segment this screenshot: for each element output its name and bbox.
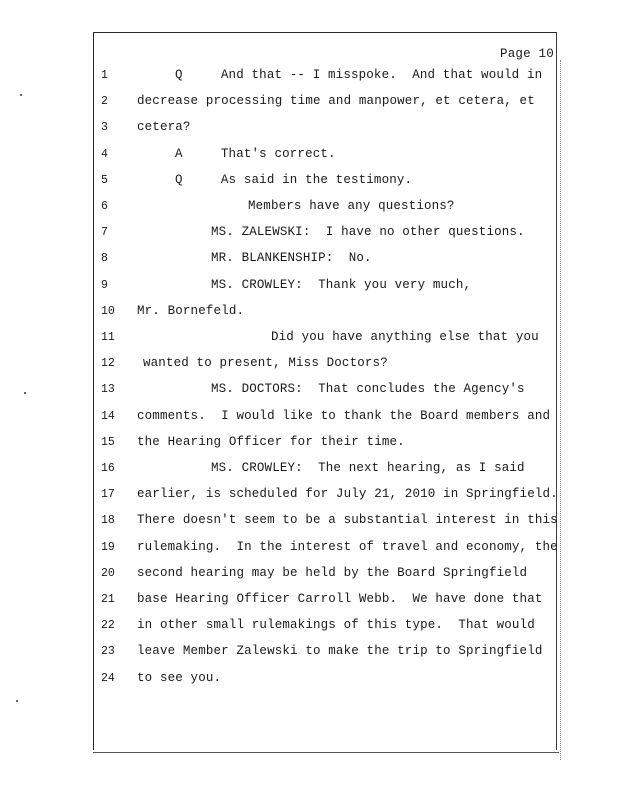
transcript-line: decrease processing time and manpower, et cetera, et [137,94,535,109]
transcript-line: Did you have anything else that you [271,330,539,344]
scan-speck [16,700,18,702]
transcript-line: wanted to present, Miss Doctors? [143,356,388,371]
line-number: 1 [101,69,108,82]
transcript-line: A That's correct. [175,146,336,161]
page-number: Page 10 [500,47,554,61]
transcript-line: Mr. Bornefeld. [137,303,245,318]
transcript-line: Q As said in the testimony. [175,172,413,187]
scan-speck [24,392,26,394]
bottom-rule [93,752,559,753]
line-number: 15 [101,435,115,449]
line-number: 23 [101,645,115,659]
line-number: 21 [101,593,115,606]
line-number: 22 [101,619,115,633]
line-number: 24 [101,671,115,685]
line-number: 8 [101,252,108,266]
line-number: 16 [101,462,115,475]
line-number: 14 [101,409,115,423]
line-number: 2 [101,95,108,109]
transcript-line: second hearing may be held by the Board Springfield [137,565,528,580]
line-number: 20 [101,566,115,580]
transcript-line: earlier, is scheduled for July 21, 2010 in Springfield. [137,487,558,502]
transcript-line: There doesn't seem to be a substantial interest in this [137,513,558,528]
transcript-line: the Hearing Officer for their time. [137,434,405,449]
line-number: 3 [101,121,108,135]
line-number: 6 [101,200,108,213]
line-number: 4 [101,147,108,161]
transcript-line: MR. BLANKENSHIP: No. [211,251,372,266]
transcript-line: MS. ZALEWSKI: I have no other questions. [211,225,525,240]
transcript-line: MS. DOCTORS: That concludes the Agency's [211,382,525,397]
transcript-line: base Hearing Officer Carroll Webb. We have done that [137,592,543,606]
line-number: 11 [101,331,115,344]
transcript-line: Members have any questions? [248,199,455,213]
line-number: 5 [101,173,108,187]
right-margin-rule [560,60,561,760]
transcript-line: cetera? [137,120,191,135]
transcript-line: to see you. [137,670,222,685]
line-number: 19 [101,540,115,554]
line-number: 13 [101,383,115,397]
line-number: 12 [101,357,115,371]
transcript-line: comments. I would like to thank the Board members and [137,408,551,423]
transcript-line: rulemaking. In the interest of travel and economy, the [137,539,558,554]
scan-speck [20,94,22,96]
transcript-line: MS. CROWLEY: Thank you very much, [211,277,472,292]
line-number: 9 [101,278,108,292]
line-number: 10 [101,304,115,318]
transcript-line: leave Member Zalewski to make the trip to Springfield [137,644,543,659]
line-number: 7 [101,226,108,240]
transcript-line: in other small rulemakings of this type. That would [137,618,535,633]
transcript-line: MS. CROWLEY: The next hearing, as I said [211,461,525,475]
line-number: 18 [101,514,115,528]
line-number: 17 [101,488,115,502]
transcript-line: Q And that -- I misspoke. And that would in [175,68,543,82]
